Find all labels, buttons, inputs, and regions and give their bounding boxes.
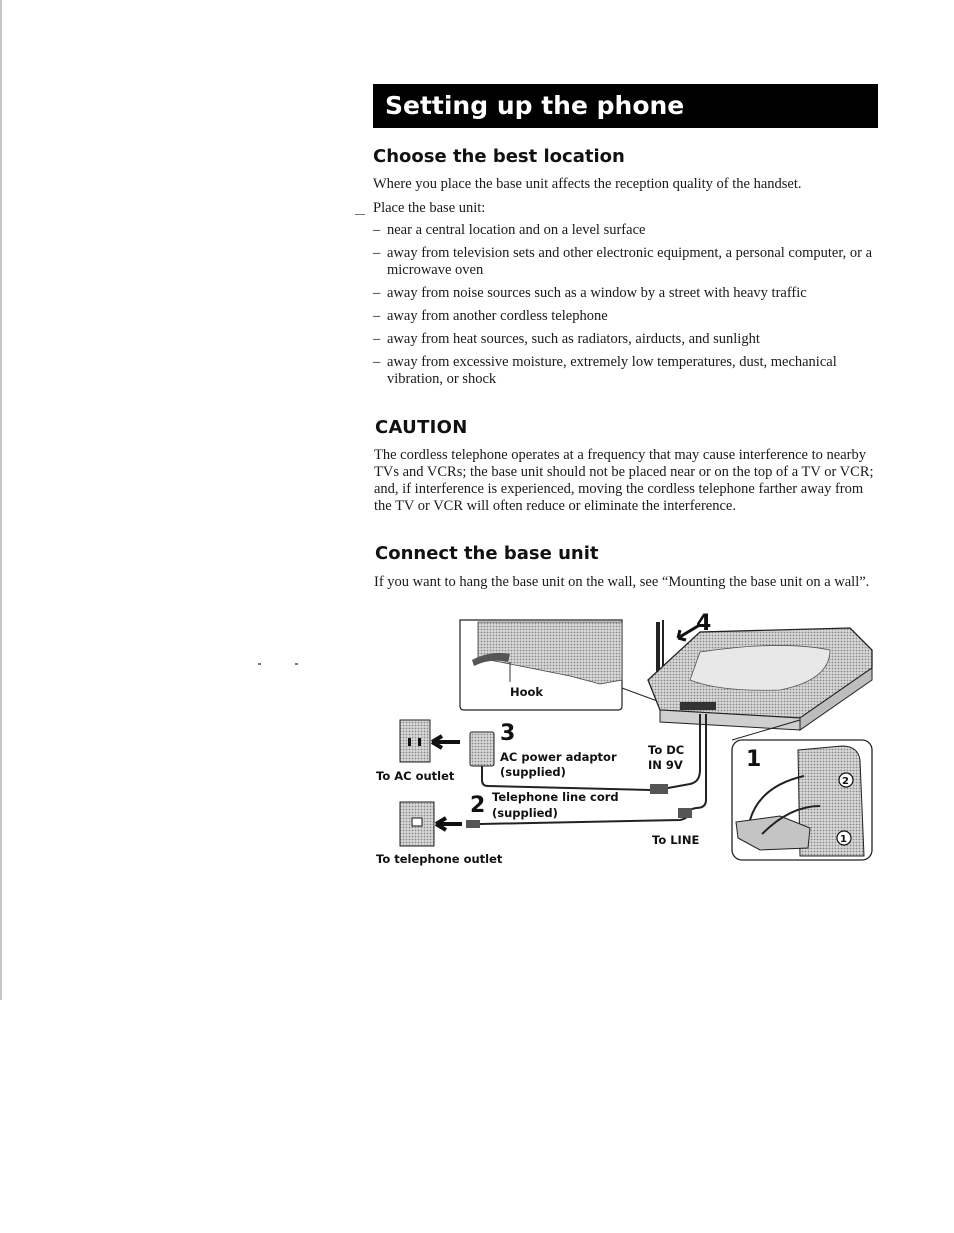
caution-text: The cordless telephone operates at a frequency that may cause interference to nearby TVs and VCRs; the base unit should not be placed near or on the top of a TV or VCR; and, if interference is experienced, moving the cordless telephone farther away from the TV or VCR will often reduce or eliminate the interference. — [374, 447, 874, 514]
page-edge — [0, 0, 2, 1000]
base-unit-illustration — [648, 611, 872, 730]
circle-2-number: 2 — [842, 776, 849, 787]
scan-speck — [355, 214, 365, 215]
ac-adaptor-illustration — [470, 721, 660, 790]
ac-adaptor-supplied: (supplied) — [500, 765, 566, 779]
list-item: – away from heat sources, such as radiators, airducts, and sunlight — [373, 331, 760, 347]
scan-speck — [258, 663, 261, 665]
section-heading-location: Choose the best location — [373, 146, 625, 167]
caution-heading: CAUTION — [375, 417, 468, 438]
list-item: – away from excessive moisture, extremely low temperatures, dust, mechanical vibration, or shock — [373, 354, 837, 387]
ac-adaptor-label: AC power adaptor — [500, 750, 617, 764]
step-2-number: 2 — [470, 793, 486, 818]
section-heading-connect: Connect the base unit — [375, 543, 599, 564]
list-item: – near a central location and on a level surface — [373, 222, 646, 238]
page-title: Setting up the phone — [373, 84, 878, 128]
wall-mount-inset — [732, 720, 872, 860]
circle-1-number: 1 — [840, 834, 847, 845]
line-cord-supplied: (supplied) — [492, 806, 558, 820]
line-cord-label: Telephone line cord — [492, 790, 619, 804]
to-telephone-outlet-label: To telephone outlet — [376, 852, 503, 866]
ac-outlet-illustration — [376, 720, 460, 783]
connect-intro: If you want to hang the base unit on the wall, see “Mounting the base unit on a wall”. — [374, 574, 870, 590]
step-4-number: 4 — [696, 611, 712, 636]
step-1-number: 1 — [746, 747, 762, 772]
to-ac-outlet-label: To AC outlet — [376, 769, 455, 783]
hook-label: Hook — [510, 685, 544, 699]
hook-inset — [460, 620, 622, 710]
dc-connection — [648, 714, 706, 810]
list-item: – away from another cordless telephone — [373, 308, 608, 324]
step-3-number: 3 — [500, 721, 516, 746]
scan-speck — [295, 663, 298, 665]
connection-diagram — [360, 610, 880, 870]
list-item: – away from television sets and other electronic equipment, a personal computer, or a microwave oven — [373, 245, 872, 278]
to-dc-label: To DC — [648, 743, 685, 757]
to-line-label: To LINE — [652, 833, 700, 847]
to-dc-voltage: IN 9V — [648, 758, 683, 772]
location-intro: Where you place the base unit affects the reception quality of the handset. — [373, 176, 802, 192]
place-label: Place the base unit: — [373, 200, 486, 216]
list-item: – away from noise sources such as a window by a street with heavy traffic — [373, 285, 807, 301]
